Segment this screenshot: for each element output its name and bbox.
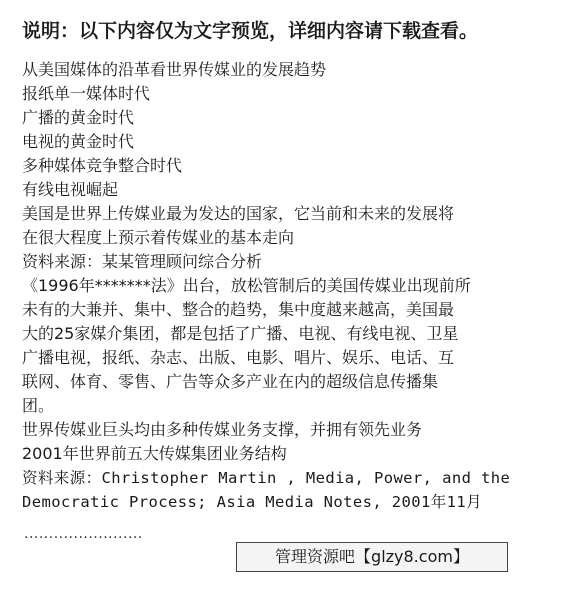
source-site-link[interactable]: 管理资源吧【glzy8.com】 [236, 542, 508, 572]
source-note-1: 资料来源：某某管理顾问综合分析 [22, 252, 263, 271]
document-body [22, 58, 542, 514]
paragraph-act-line-2: 未有的大兼并、集中、整合的趋势，集中度越来越高，美国最 [22, 300, 455, 319]
heading-media-evolution: 从美国媒体的沿革看世界传媒业的发展趋势 [22, 60, 327, 79]
top-five-structure-title: 2001年世界前五大传媒集团业务结构 [22, 444, 287, 463]
continuation-dots: ························ [24, 530, 143, 546]
paragraph-act-line-6: 团。 [22, 396, 55, 415]
era-multimedia: 多种媒体竞争整合时代 [22, 156, 183, 175]
era-television: 电视的黄金时代 [22, 132, 135, 151]
era-radio: 广播的黄金时代 [22, 108, 135, 127]
era-newspaper: 报纸单一媒体时代 [22, 84, 151, 103]
preview-notice: 说明：以下内容仅为文字预览，详细内容请下载查看。 [22, 20, 479, 42]
giants-statement: 世界传媒业巨头均由多种传媒业务支撑，并拥有领先业务 [22, 420, 423, 439]
cable-tv-rise: 有线电视崛起 [22, 180, 119, 199]
paragraph-act-line-5: 联网、体育、零售、广告等众多产业在内的超级信息传播集 [22, 372, 439, 391]
paragraph-us-line-1: 美国是世界上传媒业最为发达的国家，它当前和未来的发展将 [22, 204, 455, 223]
paragraph-act-line-4: 广播电视，报纸、杂志、出版、电影、唱片、娱乐、电话、互 [22, 348, 455, 367]
paragraph-act-line-3: 大的25家媒介集团，都是包括了广播、电视、有线电视、卫星 [22, 324, 459, 343]
paragraph-us-line-2: 在很大程度上预示着传媒业的基本走向 [22, 228, 295, 247]
paragraph-act-line-1: 《1996年*******法》出台，放松管制后的美国传媒业出现前所 [22, 276, 471, 295]
source-note-2-line-2: Democratic Process; Asia Media Notes, 2001年11月 [22, 493, 482, 511]
source-note-2-line-1: 资料来源：Christopher Martin , Media, Power, and the [22, 469, 511, 487]
